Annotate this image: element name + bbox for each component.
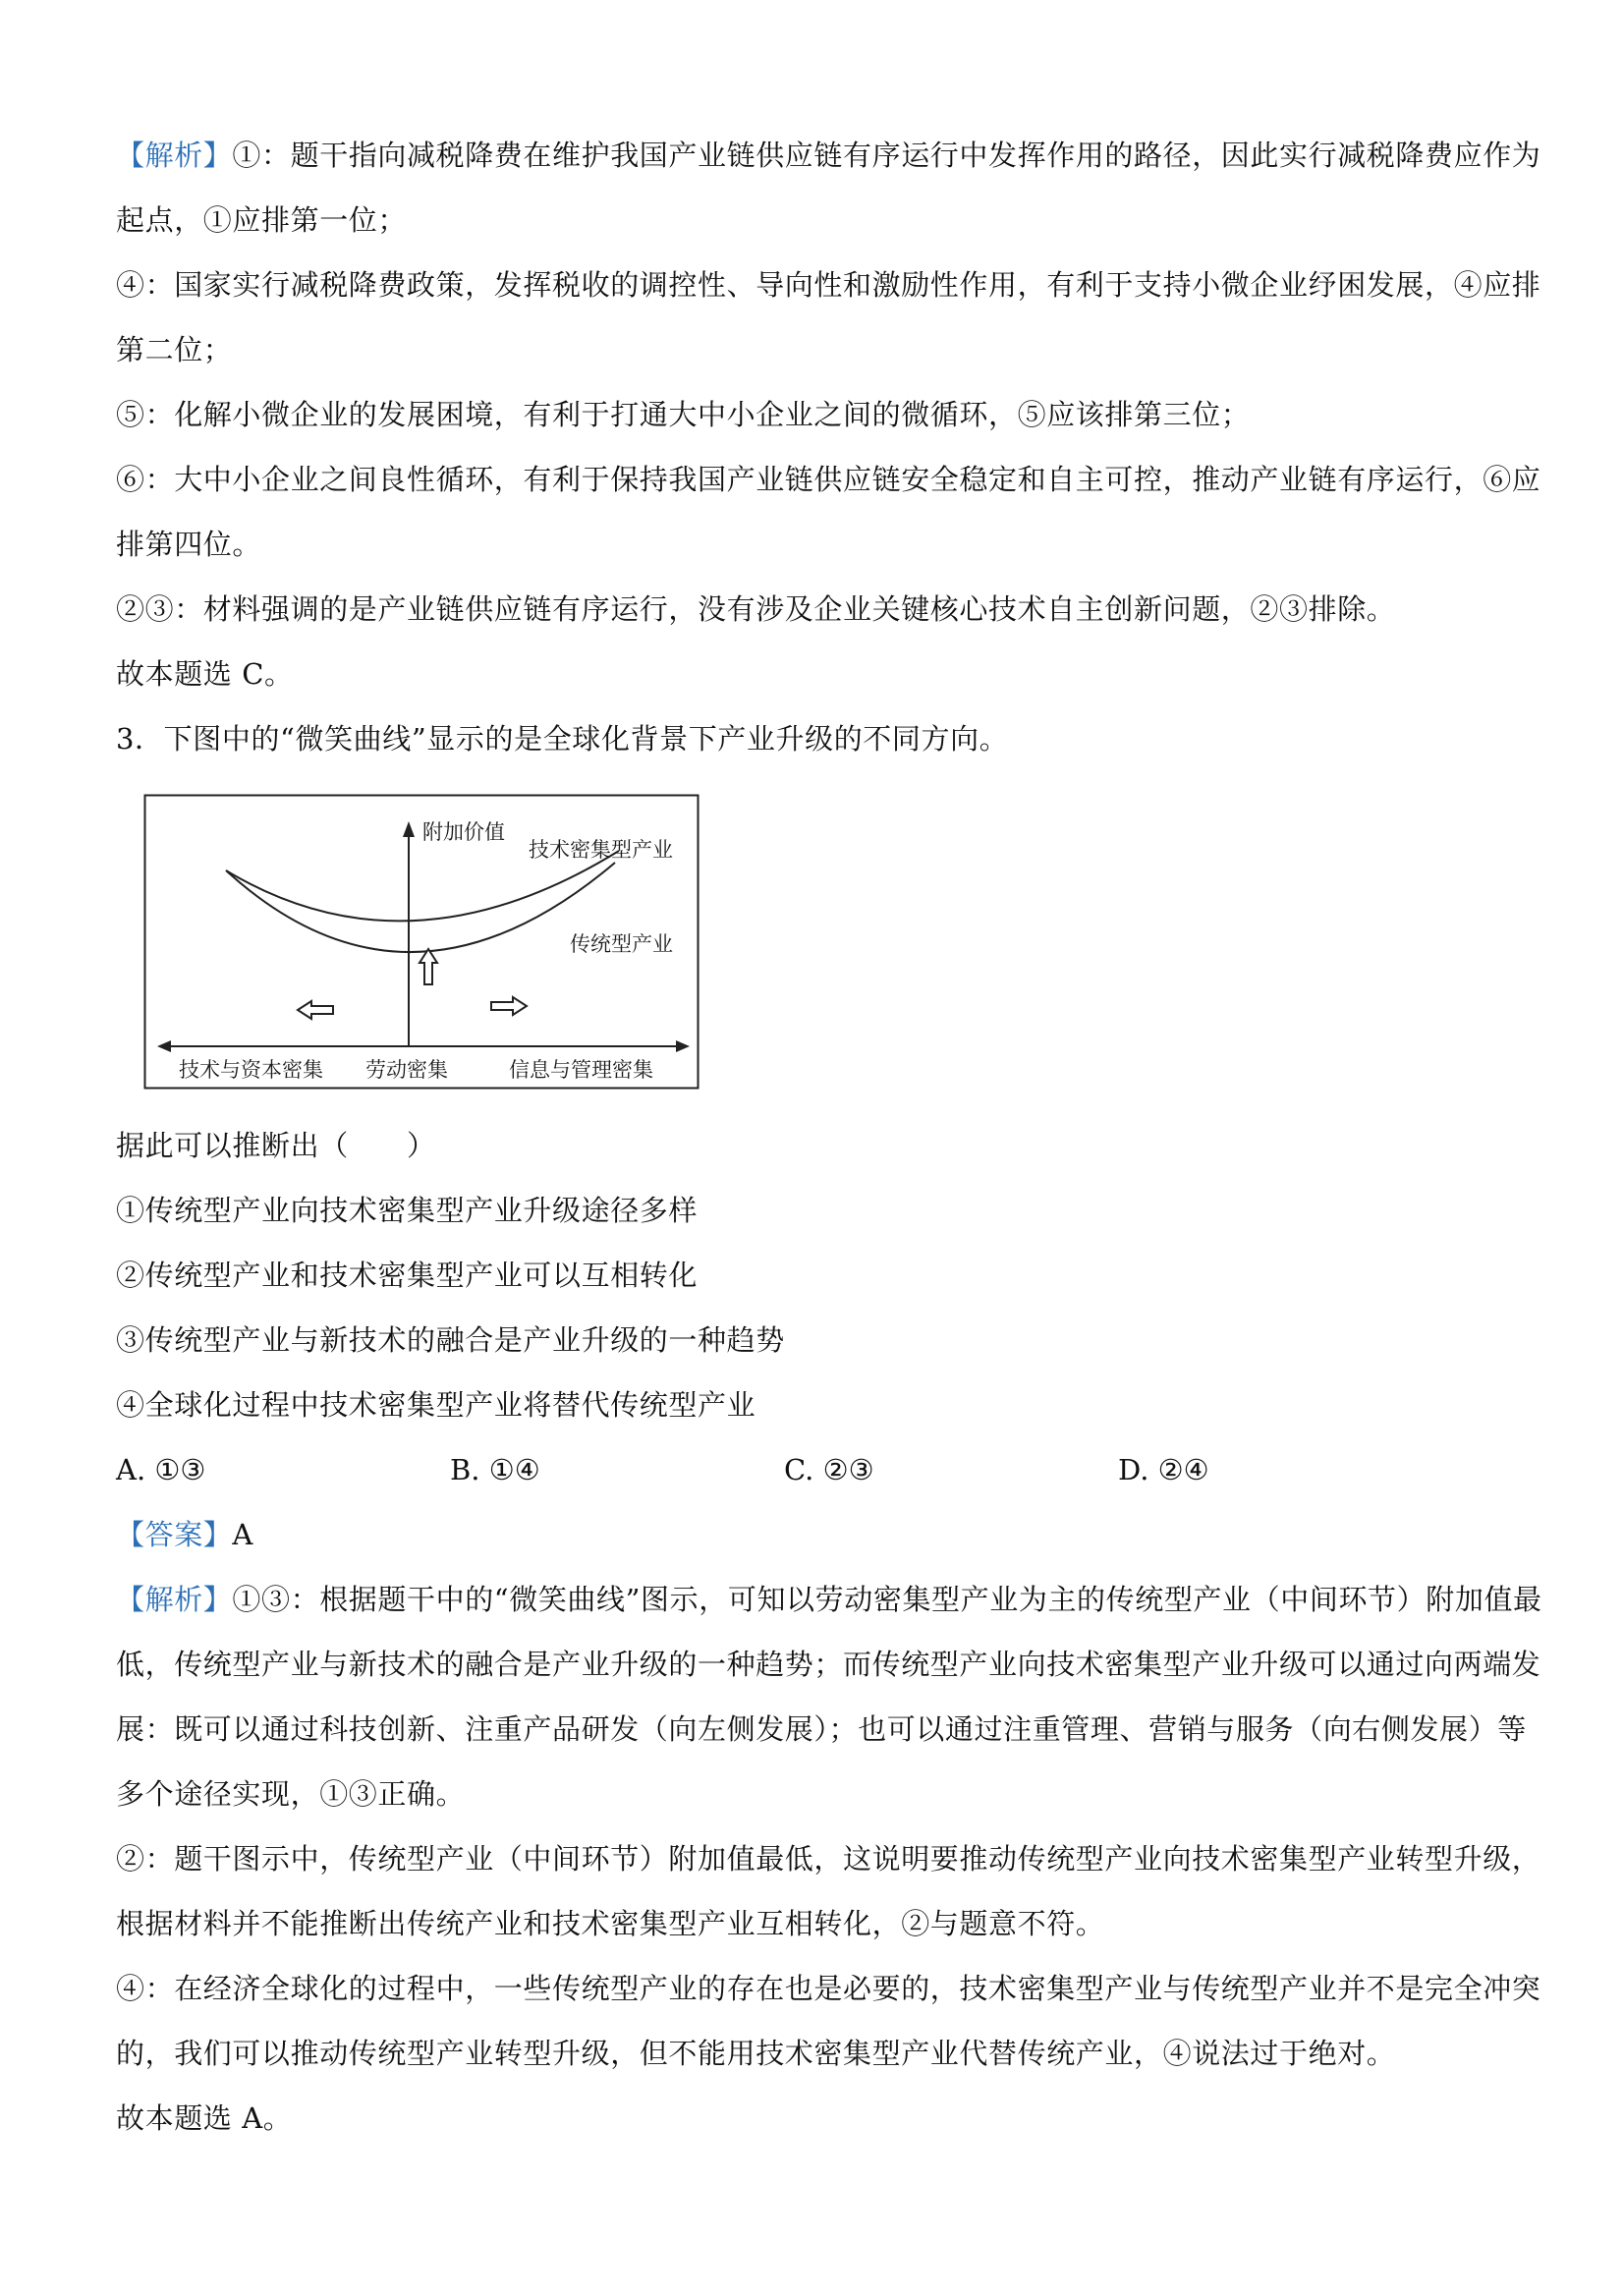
choice-c: C. ②③ bbox=[784, 1453, 874, 1486]
analysis1-line-9: 故本题选 C。 bbox=[116, 657, 294, 691]
x-axis-right-arrow-icon bbox=[676, 1040, 690, 1052]
analysis2-line-2: 低，传统型产业与新技术的融合是产业升级的一种趋势；而传统型产业向技术密集型产业升级可以通过向两端发 bbox=[116, 1648, 1541, 1681]
traditional-industry-curve bbox=[226, 863, 615, 952]
analysis2-tag: 【解析】 bbox=[116, 1583, 233, 1616]
x-left-label: 技术与资本密集 bbox=[179, 1058, 323, 1082]
statement-1: ①传统型产业向技术密集型产业升级途径多样 bbox=[116, 1194, 699, 1227]
analysis2-line-3: 展：既可以通过科技创新、注重产品研发（向左侧发展）；也可以通过注重管理、营销与服务（向右侧发展）等 bbox=[116, 1712, 1527, 1746]
analysis1-line-5: ⑤：化解小微企业的发展困境，有利于打通大中小企业之间的微循环，⑤应该排第三位； bbox=[116, 398, 1251, 431]
traditional-label: 传统型产业 bbox=[570, 932, 673, 956]
choice-a: A. ①③ bbox=[116, 1453, 206, 1486]
analysis2-line-9: 故本题选 A。 bbox=[116, 2101, 293, 2135]
x-center-label: 劳动密集 bbox=[365, 1058, 448, 1082]
x-axis-left-arrow-icon bbox=[157, 1040, 171, 1052]
analysis1-line-7: 排第四位。 bbox=[116, 528, 262, 561]
analysis1-line-6: ⑥：大中小企业之间良性循环，有利于保持我国产业链供应链安全稳定和自主可控，推动产业链有序运行，⑥应 bbox=[116, 463, 1541, 496]
statement-3: ③传统型产业与新技术的融合是产业升级的一种趋势 bbox=[116, 1323, 785, 1357]
statement-4: ④全球化过程中技术密集型产业将替代传统型产业 bbox=[116, 1388, 756, 1422]
analysis1-line-3: ④：国家实行减税降费政策，发挥税收的调控性、导向性和激励性作用，有利于支持小微企业纾困发展，④应排 bbox=[116, 268, 1541, 302]
right-hollow-arrow-icon bbox=[491, 997, 527, 1015]
analysis2-line-4: 多个途径实现，①③正确。 bbox=[116, 1777, 466, 1811]
choice-d: D. ②④ bbox=[1118, 1453, 1209, 1486]
answer-value: A bbox=[232, 1518, 253, 1551]
up-hollow-arrow-icon bbox=[420, 949, 437, 984]
question3-stem: 3．下图中的“微笑曲线”显示的是全球化背景下产业升级的不同方向。 bbox=[116, 722, 1009, 756]
tech-intensive-label: 技术密集型产业 bbox=[529, 838, 673, 862]
answer-line bbox=[116, 1515, 1521, 1554]
analysis2-line-1: 【解析】①③：根据题干中的“微笑曲线”图示，可知以劳动密集型产业为主的传统型产业（中间环节）附加值最 bbox=[116, 1583, 1542, 1616]
x-right-label: 信息与管理密集 bbox=[509, 1058, 653, 1082]
answer-tag: 【答案】 bbox=[116, 1518, 233, 1551]
statement-2: ②传统型产业和技术密集型产业可以互相转化 bbox=[116, 1259, 699, 1292]
analysis2-line-5: ②：题干图示中，传统型产业（中间环节）附加值最低，这说明要推动传统型产业向技术密集型产业转型升级， bbox=[116, 1842, 1541, 1876]
left-hollow-arrow-icon bbox=[298, 1001, 333, 1019]
analysis2-line-7: ④：在经济全球化的过程中，一些传统型产业的存在也是必要的，技术密集型产业与传统型产业并不是完全冲突 bbox=[116, 1972, 1541, 2005]
y-axis-arrow-icon bbox=[403, 821, 415, 837]
choice-b: B. ①④ bbox=[450, 1453, 540, 1486]
analysis1-line-1: 【解析】①：题干指向减税降费在维护我国产业链供应链有序运行中发挥作用的路径，因此实行减税降费应作为 bbox=[116, 139, 1541, 172]
analysis2-line-8: 的，我们可以推动传统型产业转型升级，但不能用技术密集型产业代替传统产业，④说法过于绝对。 bbox=[116, 2037, 1396, 2070]
analysis1-line-4: 第二位； bbox=[116, 333, 233, 366]
analysis1-line-8: ②③：材料强调的是产业链供应链有序运行，没有涉及企业关键核心技术自主创新问题，②③排除。 bbox=[116, 592, 1396, 626]
smile-curve-diagram bbox=[143, 794, 701, 1092]
smile-curve-figure bbox=[143, 794, 701, 1092]
y-axis-label: 附加价值 bbox=[422, 820, 505, 844]
analysis1-line-2: 起点，①应排第一位； bbox=[116, 203, 408, 237]
question3-prompt: 据此可以推断出（ ） bbox=[116, 1129, 436, 1162]
analysis2-line-6: 根据材料并不能推断出传统产业和技术密集型产业互相转化，②与题意不符。 bbox=[116, 1907, 1105, 1940]
analysis1-tag: 【解析】 bbox=[116, 139, 233, 172]
